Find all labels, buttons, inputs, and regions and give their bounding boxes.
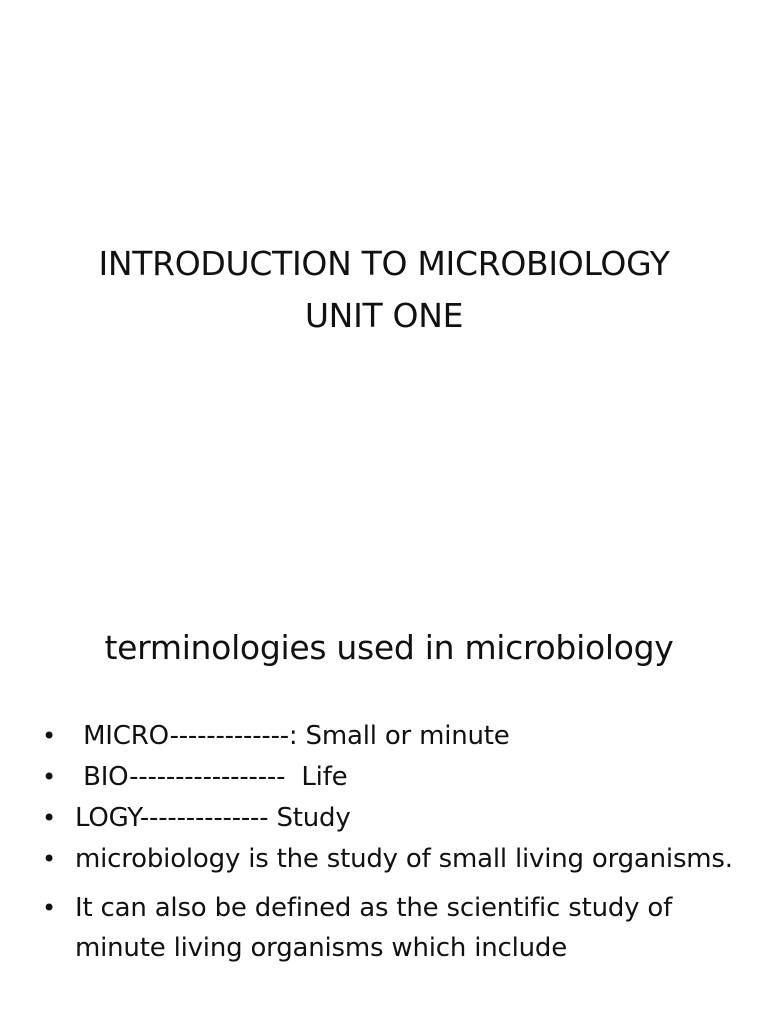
bullet-icon: •: [42, 763, 56, 791]
bullet-text: MICRO-------------: Small or minute: [75, 721, 510, 751]
slide-heading: terminologies used in microbiology: [104, 628, 674, 667]
bullet-item: [40, 716, 740, 756]
bullet-item: [40, 888, 740, 968]
slide-title: [0, 238, 768, 342]
bullet-item: [40, 839, 740, 879]
bullet-text: It can also be defined as the scientific study of minute living organisms which include: [75, 893, 673, 963]
slide-title-line-2: UNIT ONE: [304, 296, 464, 335]
terminology-slide: [0, 576, 768, 1024]
bullet-item: [40, 757, 740, 797]
bullet-item: [40, 798, 740, 838]
bullet-list: [40, 716, 740, 977]
bullet-text: microbiology is the study of small living organisms.: [75, 844, 733, 874]
bullet-icon: •: [42, 722, 56, 750]
bullet-text: LOGY-------------- Study: [75, 803, 351, 833]
bullet-icon: •: [42, 894, 56, 922]
bullet-text: BIO----------------- Life: [75, 762, 348, 792]
bullet-icon: •: [42, 804, 56, 832]
slide-title-line-1: INTRODUCTION TO MICROBIOLOGY: [98, 244, 670, 283]
bullet-icon: •: [42, 845, 56, 873]
